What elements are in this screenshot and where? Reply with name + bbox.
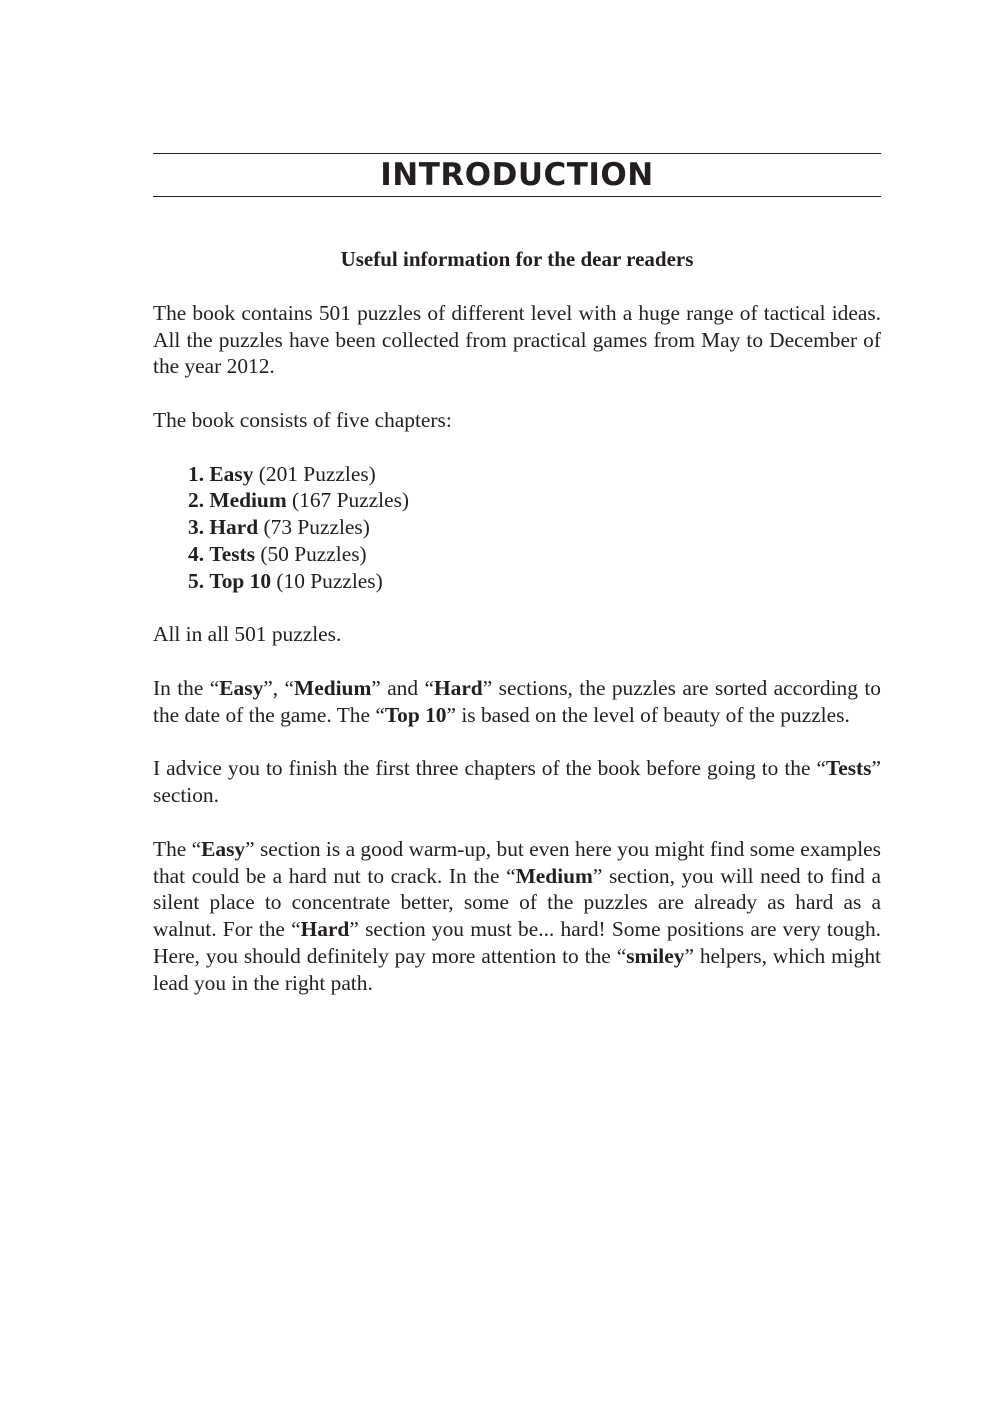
chapter-name: Hard — [209, 515, 259, 540]
chapter-count: (73 Puzzles) — [263, 515, 370, 540]
text-run: ” section. — [153, 756, 881, 808]
text-run: ” section you must be... hard! Some positions are very tough. Here, you should definitely pay more attention to the “ — [153, 917, 881, 968]
intro-paragraph: The book contains 501 puzzles of different level with a huge range of tactical ideas. All the puzzles have been collected from practical games from May to December of the year 2012. — [153, 300, 881, 379]
chapter-name: Tests — [209, 541, 255, 566]
text-run: I advice you to finish the first three chapters of the book before going to the “ — [153, 756, 826, 781]
chapter-title: INTRODUCTION — [380, 157, 654, 193]
emphasis-smiley: smiley — [626, 943, 685, 968]
text-run: ” section is a good warm-up, but even here you might find some examples that could be a hard nut to crack. In the “ — [153, 836, 881, 888]
list-item — [188, 461, 881, 488]
list-item — [188, 541, 881, 568]
chapter-name: Top 10 — [209, 568, 272, 593]
emphasis-easy: Easy — [201, 836, 246, 861]
text-run: ” section, you will need to find a silent place to concentrate better, some of the puzzles are already as hard as a walnut. For the “ — [153, 863, 881, 942]
emphasis-easy: Easy — [219, 675, 264, 700]
chapter-number: 3. — [188, 515, 205, 540]
text-run: ”, “ — [263, 675, 295, 700]
list-item — [188, 568, 881, 595]
sorting-paragraph — [153, 675, 881, 729]
total-paragraph: All in all 501 puzzles. — [153, 622, 342, 647]
emphasis-top10: Top 10 — [384, 702, 447, 727]
emphasis-medium: Medium — [515, 863, 593, 888]
page-content — [153, 153, 881, 997]
list-item — [188, 514, 881, 541]
text-run: ” is based on the level of beauty of the puzzles. — [446, 702, 850, 727]
text-run: In the “ — [153, 675, 220, 700]
text-run: ” and “ — [371, 675, 434, 700]
advice-paragraph — [153, 755, 881, 809]
chapter-count: (201 Puzzles) — [258, 461, 376, 486]
emphasis-hard: Hard — [433, 675, 483, 700]
text-run: ” sections, the puzzles are sorted according to the date of the game. The “ — [153, 675, 882, 727]
title-bottom-rule — [153, 196, 881, 197]
chapter-count: (50 Puzzles) — [260, 541, 367, 566]
section-subtitle: Useful information for the dear readers — [340, 247, 694, 271]
sections-paragraph — [153, 836, 881, 997]
chapter-number: 4. — [188, 541, 205, 566]
chapter-count: (10 Puzzles) — [276, 568, 383, 593]
chapter-count: (167 Puzzles) — [292, 488, 410, 513]
chapter-name: Easy — [209, 461, 254, 486]
chapter-name: Medium — [209, 488, 287, 513]
text-run: ” helpers, which might lead you in the right path. — [153, 943, 881, 995]
chapters-lead-paragraph: The book consists of five chapters: — [153, 407, 452, 432]
chapter-number: 5. — [188, 568, 205, 593]
emphasis-medium: Medium — [294, 675, 372, 700]
chapter-list — [153, 461, 881, 595]
chapter-number: 1. — [188, 461, 205, 486]
chapter-number: 2. — [188, 488, 205, 513]
emphasis-hard: Hard — [300, 917, 350, 942]
emphasis-tests: Tests — [825, 756, 872, 781]
text-run: The “ — [153, 836, 202, 861]
list-item — [188, 487, 881, 514]
